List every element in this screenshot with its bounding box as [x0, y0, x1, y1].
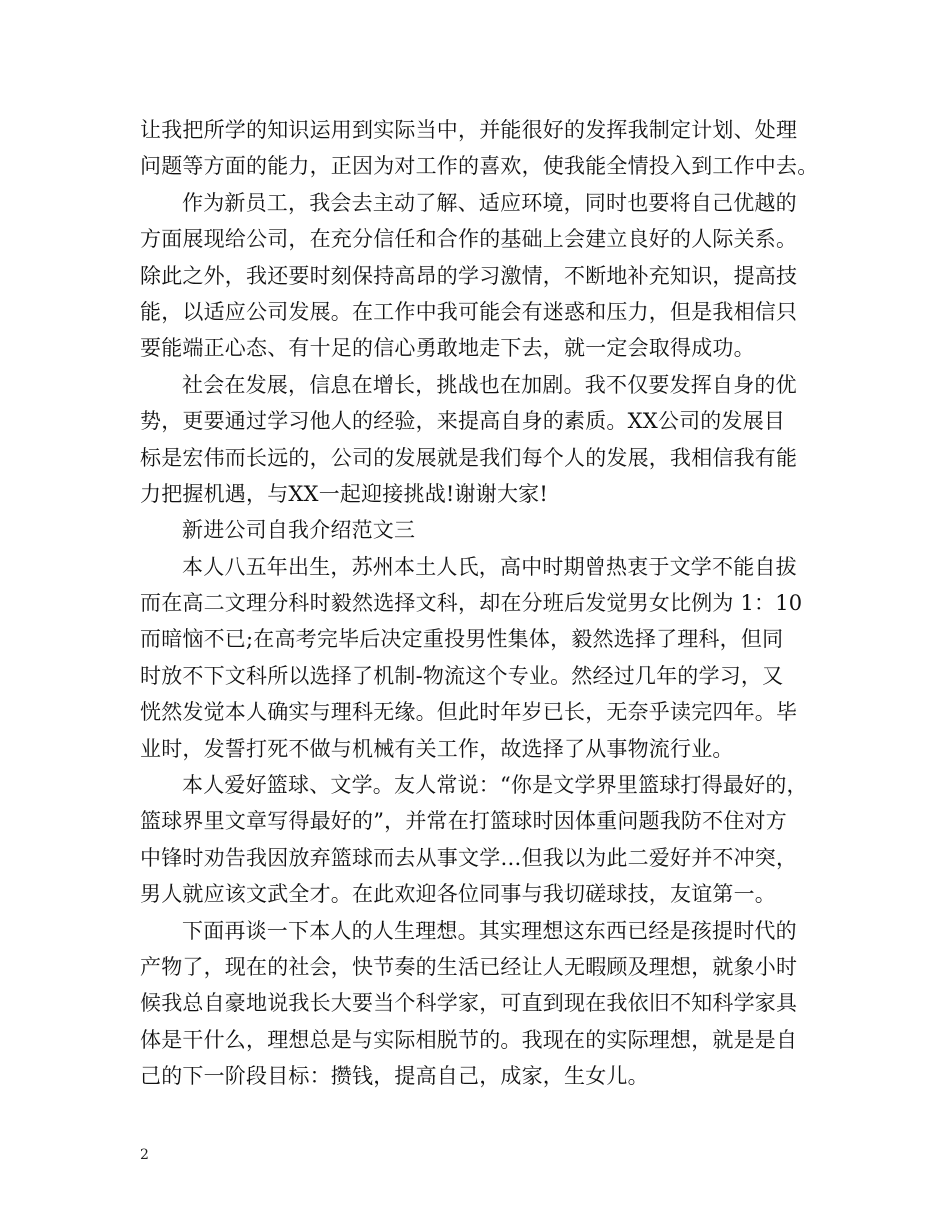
text-line: 而在高二文理分科时毅然选择文科，却在分班后发觉男女比例为 1：10 — [140, 591, 803, 616]
text-line: 体是干什么，理想总是与实际相脱节的。我现在的实际理想，就是是自 — [140, 1027, 798, 1052]
text-line: 让我把所学的知识运用到实际当中，并能很好的发挥我制定计划、处理 — [140, 118, 798, 142]
text-line: 势，更要通过学习他人的经验，来提高自身的素质。XX公司的发展目 — [140, 409, 786, 434]
text-line: 候我总自豪地说我长大要当个科学家，可直到现在我依旧不知科学家具 — [140, 991, 798, 1016]
text-line: 产物了，现在的社会，快节奏的生活已经让人无暇顾及理想，就象小时 — [140, 954, 798, 979]
text-line: 方面展现给公司，在充分信任和合作的基础上会建立良好的人际关系。 — [140, 227, 798, 252]
text-line: 己的下一阶段目标：攒钱，提高自己，成家，生女儿。 — [140, 1064, 649, 1089]
text-line: 而暗恼不已;在高考完毕后决定重投男性集体，毅然选择了理科，但同 — [140, 627, 784, 652]
text-line: 要能端正心态、有十足的信心勇敢地走下去，就一定会取得成功。 — [140, 336, 755, 361]
paragraph-first-line: 下面再谈一下本人的人生理想。其实理想这东西已经是孩提时代的 — [182, 918, 797, 943]
text-line: 除此之外，我还要时刻保持高昂的学习激情，不断地补充知识，提高技 — [140, 263, 798, 288]
text-line: 标是宏伟而长远的，公司的发展就是我们每个人的发展，我相信我有能 — [140, 445, 798, 470]
page-number: 2 — [140, 1147, 149, 1163]
paragraph-first-line: 本人爱好篮球、文学。友人常说：“你是文学界里篮球打得最好的， — [182, 773, 808, 798]
text-line: 能，以适应公司发展。在工作中我可能会有迷惑和压力，但是我相信只 — [140, 299, 798, 324]
text-line: 中锋时劝告我因放弃篮球而去从事文学…但我以为此二爱好并不冲突， — [140, 845, 798, 870]
section-heading: 新进公司自我介绍范文三 — [182, 518, 416, 543]
text-line: 恍然发觉本人确实与理科无缘。但此时年岁已长，无奈乎读完四年。毕 — [140, 700, 798, 725]
paragraph-first-line: 作为新员工，我会去主动了解、适应环境，同时也要将自己优越的 — [182, 190, 797, 215]
paragraph-first-line: 本人八五年出生，苏州本土人氏，高中时期曾热衷于文学不能自拔 — [182, 554, 797, 579]
text-line: 时放不下文科所以选择了机制-物流这个专业。然经过几年的学习，又 — [140, 663, 784, 688]
body-text — [140, 112, 830, 1095]
text-line: 男人就应该文武全才。在此欢迎各位同事与我切磋球技，友谊第一。 — [140, 882, 776, 907]
paragraph-first-line: 社会在发展，信息在增长，挑战也在加剧。我不仅要发挥自身的优 — [182, 372, 797, 397]
text-line: 问题等方面的能力，正因为对工作的喜欢，使我能全情投入到工作中去。 — [140, 154, 819, 179]
text-line: 力把握机遇，与XX一起迎接挑战!谢谢大家! — [140, 481, 548, 506]
text-line: 业时，发誓打死不做与机械有关工作，故选择了从事物流行业。 — [140, 736, 734, 761]
text-line: 篮球界里文章写得最好的”，并常在打篮球时因体重问题我防不住对方 — [140, 809, 787, 834]
